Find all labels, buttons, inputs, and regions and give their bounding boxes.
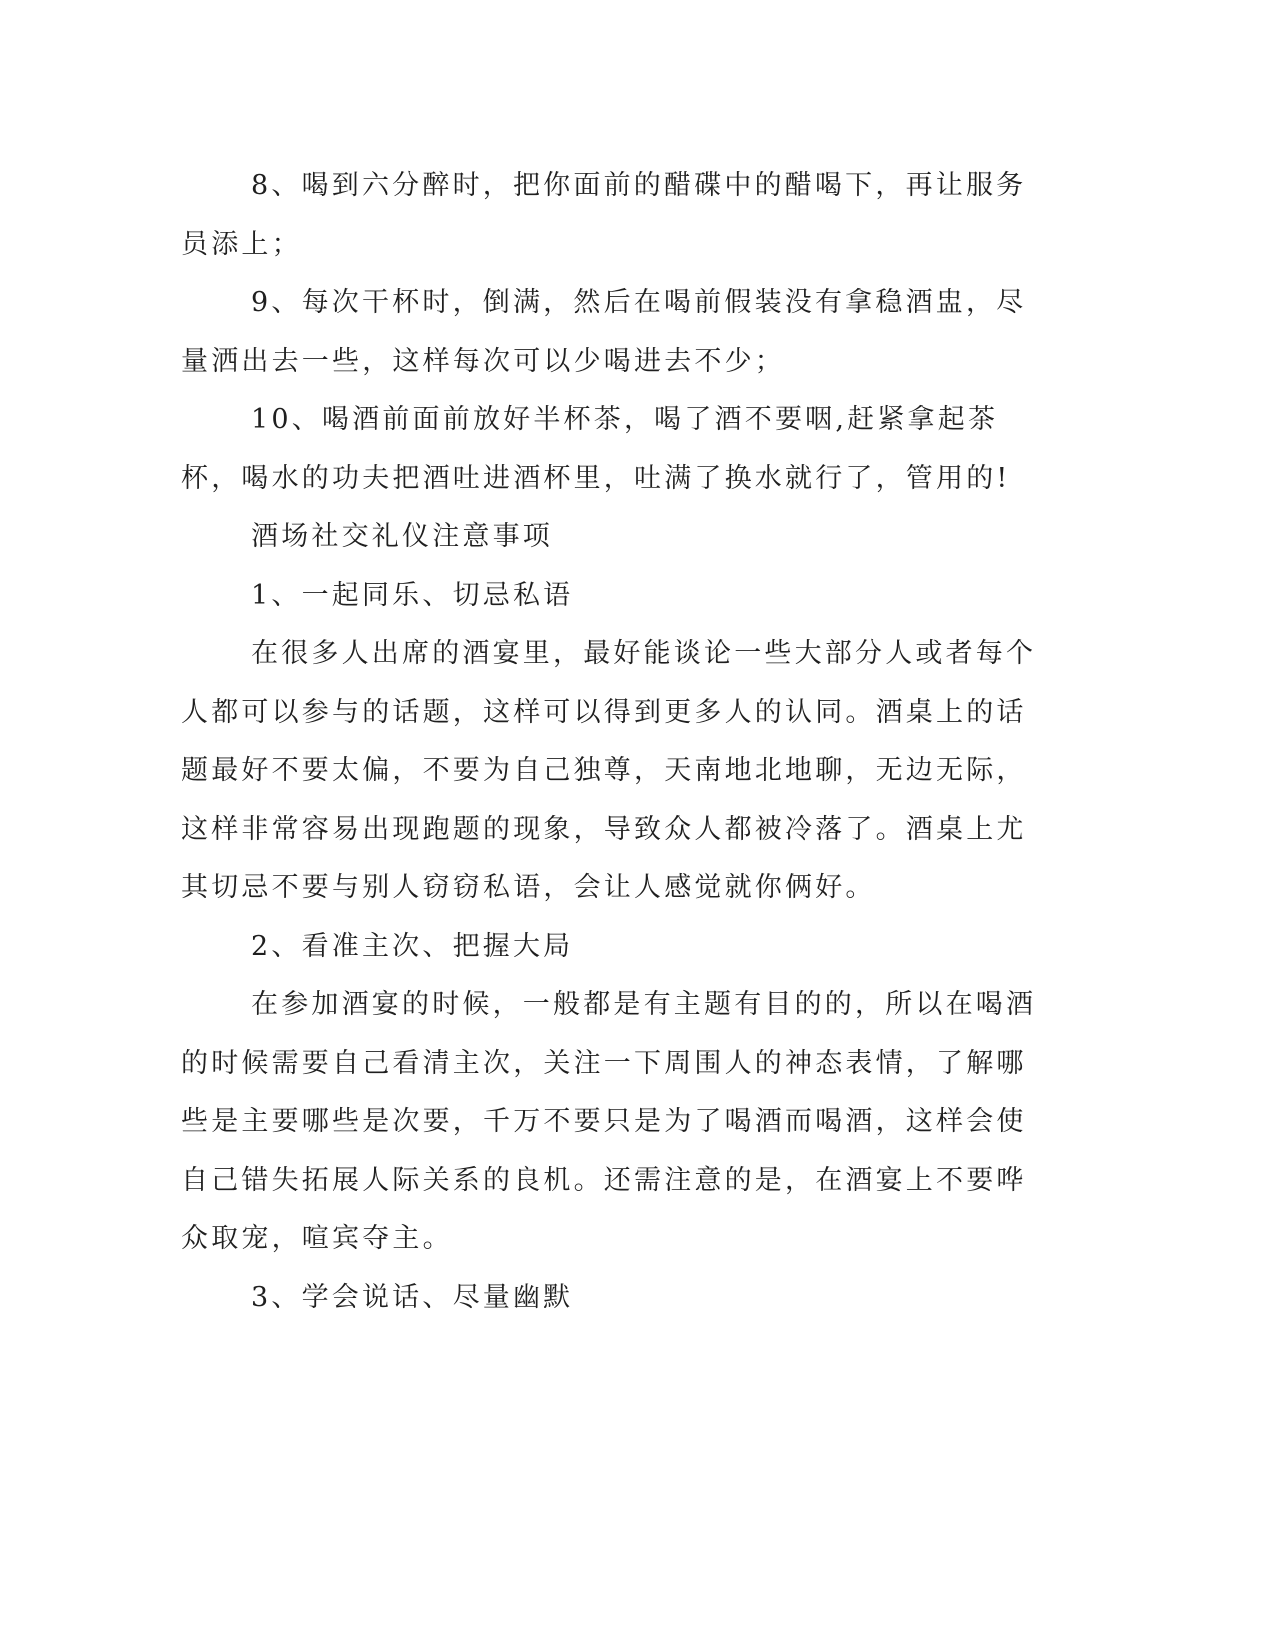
paragraph-tip-10: 10、喝酒前面前放好半杯茶，喝了酒不要咽,赶紧拿起茶杯，喝水的功夫把酒吐进酒杯里，吐满了换水就行了，管用的!: [181, 404, 1011, 494]
section-heading: 酒场社交礼仪注意事项: [251, 521, 553, 552]
document-body: [181, 157, 1041, 1327]
paragraph-body-1: 在很多人出席的酒宴里，最好能谈论一些大部分人或者每个人都可以参与的话题，这样可以得到更多人的认同。酒桌上的话题最好不要太偏，不要为自己独尊，天南地北地聊，无边无际，这样非常容易出现跑题的现象，导致众人都被冷落了。酒桌上尤其切忌不要与别人窃窃私语，会让人感觉就你俩好。: [181, 638, 1037, 903]
paragraph-tip-8: 8、喝到六分醉时，把你面前的醋碟中的醋喝下，再让服务员添上；: [181, 170, 1027, 260]
paragraph-tip-9: 9、每次干杯时，倒满，然后在喝前假装没有拿稳酒盅，尽量洒出去一些，这样每次可以少喝进去不少；: [181, 287, 1027, 377]
subheading-2: 2、看准主次、把握大局: [251, 930, 574, 962]
subheading-3: 3、学会说话、尽量幽默: [251, 1281, 574, 1313]
paragraph-body-2: 在参加酒宴的时候，一般都是有主题有目的的，所以在喝酒的时候需要自己看清主次，关注一下周围人的神态表情，了解哪些是主要哪些是次要，千万不要只是为了喝酒而喝酒，这样会使自己错失拓展人际关系的良机。还需注意的是，在酒宴上不要哗众取宠，喧宾夺主。: [181, 989, 1037, 1254]
subheading-1: 1、一起同乐、切忌私语: [251, 579, 574, 611]
